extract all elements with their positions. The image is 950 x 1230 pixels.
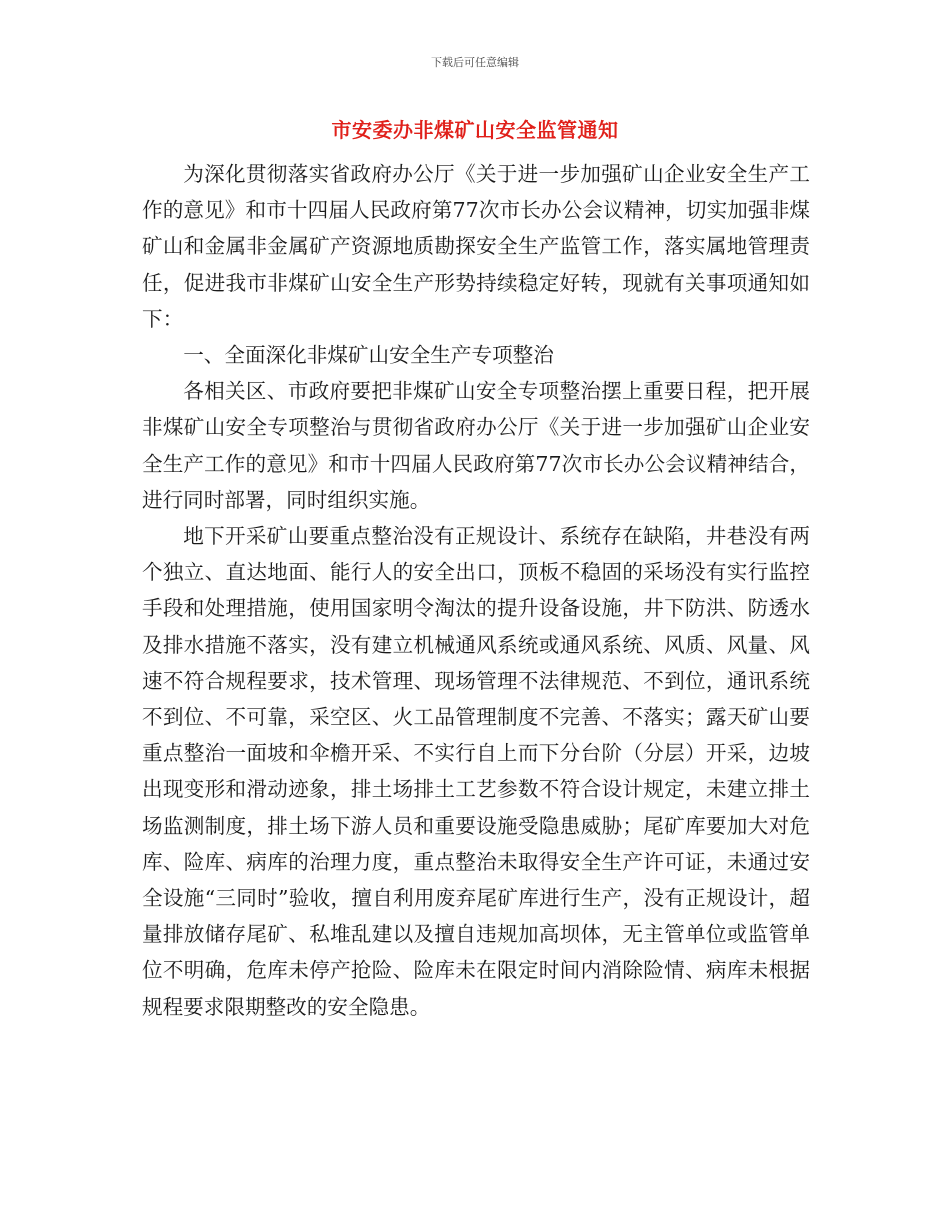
paragraph-intro: 为深化贯彻落实省政府办公厅《关于进一步加强矿山企业安全生产工作的意见》和市十四届人民政府第77次市长办公会议精神，切实加强非煤矿山和金属非金属矿产资源地质勘探安全生产监管工作，落实属地管理责任，促进我市非煤矿山安全生产形势持续稳定好转，现就有关事项通知如下： — [142, 162, 810, 331]
document-body — [142, 156, 810, 1025]
paragraph-1: 各相关区、市政府要把非煤矿山安全专项整治摆上重要日程，把开展非煤矿山安全专项整治与贯彻省政府办公厅《关于进一步加强矿山企业安全生产工作的意见》和市十四届人民政府第77次市长办公会议精神结合，进行同时部署，同时组织实施。 — [142, 379, 810, 512]
document-title: 市安委办非煤矿山安全监管通知 — [331, 118, 619, 142]
section-heading-1: 一、全面深化非煤矿山安全生产专项整治 — [183, 343, 554, 368]
header-note: 下载后可任意编辑 — [431, 56, 519, 69]
paragraph-2: 地下开采矿山要重点整治没有正规设计、系统存在缺陷，井巷没有两个独立、直达地面、能行人的安全出口，顶板不稳固的采场没有实行监控手段和处理措施，使用国家明令淘汰的提升设备设施，井下防洪、防透水及排水措施不落实，没有建立机械通风系统或通风系统、风质、风量、风速不符合规程要求，技术管理、现场管理不法律规范、不到位，通讯系统不到位、不可靠，采空区、火工品管理制度不完善、不落实；露天矿山要重点整治一面坡和伞檐开采、不实行自上而下分台阶（分层）开采，边坡出现变形和滑动迹象，排土场排土工艺参数不符合设计规定，未建立排土场监测制度，排土场下游人员和重要设施受隐患威胁；尾矿库要加大对危库、险库、病库的治理力度，重点整治未取得安全生产许可证，未通过安全设施“三同时”验收，擅自利用废弃尾矿库进行生产，没有正规设计，超量排放储存尾矿、私堆乱建以及擅自违规加高坝体，无主管单位或监管单位不明确，危库未停产抢险、险库未在限定时间内消除险情、病库未根据规程要求限期整改的安全隐患。 — [142, 524, 810, 1019]
